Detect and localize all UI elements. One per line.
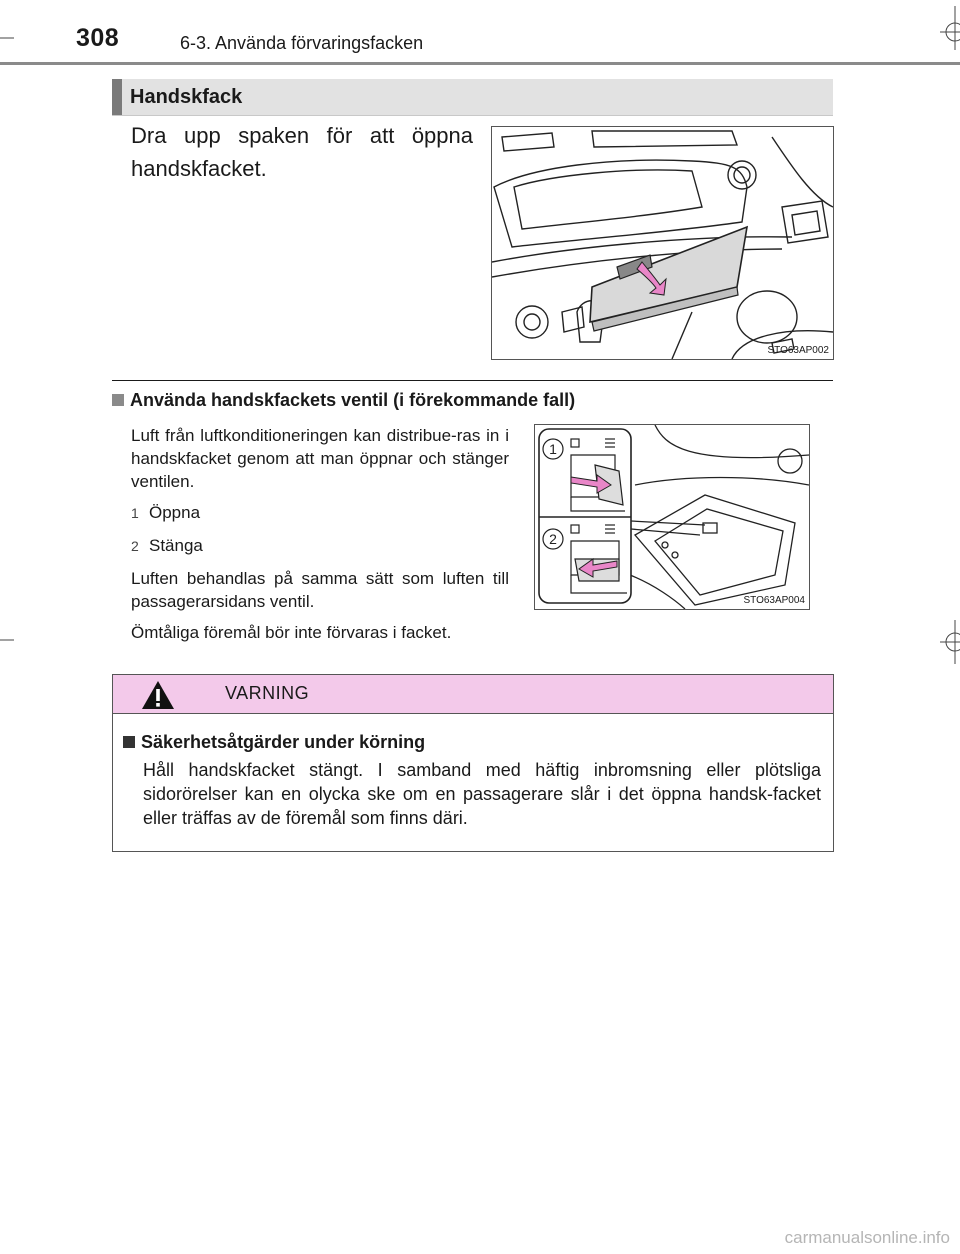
vent-paragraph: Luft från luftkonditioneringen kan distribue-ras in i handskfacket genom att man öppnar och stänger ventilen. [131, 426, 509, 491]
bullet-square-icon [112, 394, 124, 406]
list-item-close [131, 536, 203, 556]
section-divider [112, 380, 833, 381]
callout-number: 1 [549, 441, 557, 457]
watermark: carmanualsonline.info [784, 1228, 950, 1247]
intro-text: Dra upp spaken för att öppna handskfacket. [131, 123, 473, 181]
crop-mark-right-middle-icon [930, 620, 960, 664]
section-title: 6-3. Använda förvaringsfacken [180, 33, 424, 53]
warning-body: Håll handskfacket stängt. I samband med häftig inbromsning eller plötsliga sidorörelser kan en olycka ske om en passagerare slår i det öppna handsk-facket eller träffas av de föremål som finns däri. [143, 760, 821, 828]
section-header-title: Handskfack [130, 86, 243, 108]
list-label: Stänga [149, 536, 203, 555]
vent-drawing-icon [535, 425, 809, 609]
crop-mark-left-top-icon [0, 20, 20, 40]
list-number: 1 [131, 505, 139, 521]
list-label: Öppna [149, 503, 201, 522]
warning-header [113, 675, 833, 714]
list-number: 2 [131, 538, 139, 554]
list-item-open [131, 503, 200, 523]
warning-subheading-text: Säkerhetsåtgärder under körning [141, 732, 426, 752]
warning-box [112, 674, 834, 852]
vent-heading-text: Använda handskfackets ventil (i förekommande fall) [130, 390, 576, 410]
header-rule [0, 62, 960, 65]
warning-subheading [123, 732, 425, 753]
vent-note-1: Luften behandlas på samma sätt som luften till passagerarsidans ventil. [131, 569, 509, 611]
page-number: 308 [76, 24, 120, 52]
crop-mark-top-right-icon [930, 6, 960, 50]
warning-triangle-icon [141, 680, 175, 710]
section-header [112, 79, 833, 116]
vent-heading [112, 390, 575, 411]
warning-label: VARNING [225, 683, 310, 703]
vent-note-2: Ömtåliga föremål bör inte förvaras i facket. [131, 623, 452, 642]
bullet-square-icon [123, 736, 135, 748]
glovebox-illustration [491, 126, 834, 360]
figure2-code: STO63AP004 [743, 595, 805, 606]
figure1-code: STO63AP002 [767, 345, 829, 356]
callout-number: 2 [549, 531, 557, 547]
crop-mark-left-middle-icon [0, 630, 20, 650]
section-header-bar [112, 79, 122, 115]
glovebox-drawing-icon [492, 127, 833, 359]
vent-illustration [534, 424, 810, 610]
